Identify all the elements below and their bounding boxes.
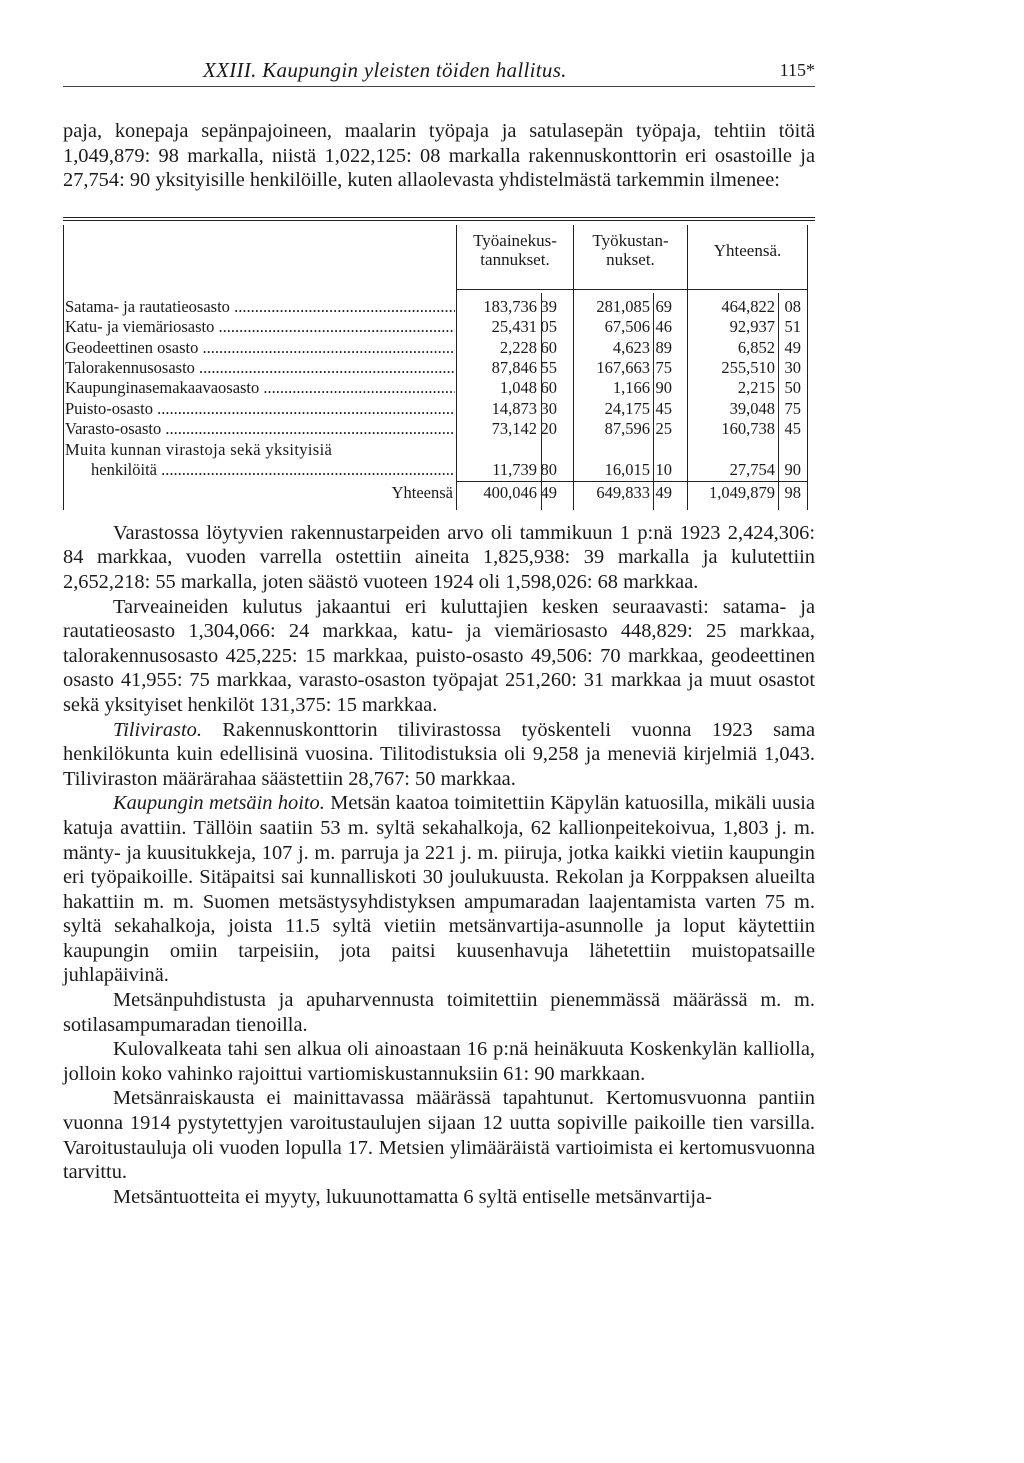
- row-material-cost: 25,431: [491, 317, 537, 337]
- row-total: 255,510: [721, 357, 775, 377]
- paragraph-fire: Kulovalkeata tahi sen alkua oli ainoastaan 16 p:nä heinäkuuta Koskenkylän kalliolla, jolloin koko vahinko rajoittui vartiomiskustannuksiin 61: 90 markkaan.: [63, 1038, 815, 1085]
- row-label: Talorakennusosasto .....: [65, 358, 455, 378]
- row-labour-cost-dec: 69: [655, 296, 672, 316]
- total-c2-dec: 49: [655, 482, 672, 502]
- paragraph-thinning: Metsänpuhdistusta ja apuharvennusta toimitettiin pienemmässä määrässä m. m. sotilasampumaradan tienoilla.: [63, 989, 815, 1036]
- row-labour-cost-dec: 46: [655, 317, 672, 337]
- row-total-dec: 08: [784, 296, 801, 316]
- row-total: 39,048: [729, 398, 775, 418]
- row-material-cost: 1,048: [499, 378, 537, 398]
- accounts-text: Rakennuskonttorin tilivirastossa työskenteli vuonna 1923 sama henkilökunta kuin edellisinä vuosina. Tilitodistuksia oli 9,258 ja meneviä kirjelmiä 1,043. Tiliviraston määrärahaa säästettiin 28,767: 50 markkaa.: [63, 718, 815, 790]
- table-row: [63, 460, 807, 480]
- table-row: [63, 419, 807, 439]
- row-label: Katu- ja viemäriosasto .....: [65, 317, 455, 337]
- header-bottom-rule: [456, 289, 807, 290]
- table-row: [63, 378, 807, 398]
- document-page: [63, 58, 815, 1209]
- row-material-cost: 73,142: [491, 419, 537, 439]
- chapter-title: XXIII. Kaupungin yleisten töiden hallitus.: [203, 58, 567, 82]
- row-total: 2,215: [737, 378, 775, 398]
- header-labour-costs: [574, 231, 687, 269]
- table-row: [63, 338, 807, 358]
- row-material-cost: 14,873: [491, 398, 537, 418]
- table-row: [63, 297, 807, 317]
- row-labour-cost: 4,623: [612, 337, 650, 357]
- row-material-cost-dec: 60: [540, 337, 557, 357]
- total-c3-dec: 98: [784, 482, 801, 502]
- row-labour-cost-dec: 45: [655, 398, 672, 418]
- row-labour-cost-dec: 75: [655, 357, 672, 377]
- paragraph-signs: Metsänraiskausta ei mainittavassa määrässä tapahtunut. Kertomusvuonna pantiin vuonna 1914 pystytettyjen varoitustaulujen sijaan 12 uutta sopiville paikoille tien varsilla. Varoitustauluja oli vuoden lopulla 17. Metsien ylimääräistä vartioimista ei kertomusvuonna tarvittu.: [63, 1087, 815, 1184]
- row-total: 27,754: [729, 459, 775, 479]
- row-material-cost-dec: 80: [540, 459, 557, 479]
- row-material-cost-dec: 55: [540, 357, 557, 377]
- total-top-rule: [456, 481, 807, 482]
- row-material-cost: 87,846: [491, 357, 537, 377]
- row-label: Satama- ja rautatieosasto .....: [65, 297, 455, 317]
- row-total-dec: 51: [784, 317, 801, 337]
- row-labour-cost: 281,085: [596, 296, 650, 316]
- row-labour-cost: 67,506: [604, 317, 650, 337]
- running-head: [63, 58, 815, 87]
- page-number: 115*: [779, 60, 815, 80]
- summary-table: [63, 217, 815, 513]
- total-c1-dec: 49: [540, 482, 557, 502]
- total-c3: 1,049,879: [709, 482, 775, 502]
- header-total-text: Yhteensä.: [713, 240, 782, 260]
- header-total: [688, 241, 807, 260]
- total-label: Yhteensä: [391, 482, 453, 502]
- row-total: 6,852: [737, 337, 775, 357]
- table-row: [63, 317, 807, 337]
- row-total-dec: 49: [784, 337, 801, 357]
- row-label: Kaupunginasemakaavaosasto .....: [65, 378, 455, 398]
- paragraph-warehouse: Varastossa löytyvien rakennustarpeiden arvo oli tammikuun 1 p:nä 1923 2,424,306: 84 markkaa, vuoden varrella ostettiin aineita 1,825,938: 39 markalla ja kulutettiin 2,652,218: 55 markalla, joten säästö vuoteen 1924 oli 1,598,026: 68 markkaa.: [63, 521, 815, 593]
- row-material-cost-dec: 20: [540, 419, 557, 439]
- table-row: [63, 440, 807, 460]
- row-label: henkilöitä .....: [91, 460, 455, 480]
- row-labour-cost-dec: 10: [655, 459, 672, 479]
- forestry-text: Metsän kaatoa toimitettiin Käpylän katuosilla, mikäli uusia katuja avattiin. Tällöin saatiin 53 m. syltä sekahalkoja, 62 kallionpeitekoivua, 1,803 j. m. mänty- ja kuusitukkeja, 107 j. m. parruja ja 221 j. m. piiruja, jotka kaikki vietiin kaupungin eri työpaikoille. Sitäpaitsi sai kunnalliskoti 30 joulukuusta. Rekolan ja Korppaksen alueilta hakattiin m. m. Suomen metsästysyhdistyksen ampumaradan laajentamista varten 75 m. syltä sekahalkoja, joista 11.5 syltä vietiin metsänvartija-asunnolle ja loput käytettiin kaupungin omiin tarpeisiin, jota paitsi kuusenhavuja lähetettiin muistopatsaille juhlapäivinä.: [63, 792, 815, 987]
- paragraph-consumption: Tarveaineiden kulutus jakaantui eri kuluttajien kesken seuraavasti: satama- ja rautatieosasto 1,304,066: 24 markkaa, katu- ja viemäriosasto 448,829: 25 markkaa, talorakennusosasto 425,225: 15 markkaa, puisto-osasto 49,506: 70 markkaa, geodeettinen osasto 41,955: 75 markkaa, varasto-osaston työpajat 251,260: 31 markkaa ja muut osastot sekä yksityiset henkilöt 131,375: 15 markkaa.: [63, 595, 815, 716]
- paragraph-products: Metsäntuotteita ei myyty, lukuunottamatta 6 syltä entiselle metsänvartija-: [113, 1185, 712, 1208]
- row-label: Geodeettinen osasto .....: [65, 338, 455, 358]
- table-total-row: [63, 483, 807, 503]
- row-labour-cost: 1,166: [612, 378, 650, 398]
- table-top-rule-inner: [63, 220, 815, 221]
- table-top-rule: [63, 217, 815, 218]
- paragraph-accounts: [63, 718, 815, 792]
- body-text: [63, 521, 815, 1210]
- row-material-cost: 183,736: [483, 296, 537, 316]
- section-heading-accounts: Tilivirasto.: [113, 718, 202, 741]
- row-label: Muita kunnan virastoja sekä yksityisiä: [65, 439, 333, 459]
- header-material-costs: [457, 231, 573, 269]
- table-row: [63, 399, 807, 419]
- section-heading-forestry: Kaupungin metsäin hoito.: [113, 792, 325, 815]
- row-total-dec: 45: [784, 419, 801, 439]
- row-total: 464,822: [721, 296, 775, 316]
- row-label: Varasto-osasto .....: [65, 419, 455, 439]
- row-total-dec: 50: [784, 378, 801, 398]
- row-labour-cost: 24,175: [604, 398, 650, 418]
- total-c2: 649,833: [596, 482, 650, 502]
- paragraph-forestry: [63, 791, 815, 988]
- row-labour-cost-dec: 89: [655, 337, 672, 357]
- row-material-cost: 2,228: [499, 337, 537, 357]
- row-total-dec: 30: [784, 357, 801, 377]
- table-right-rule: [807, 225, 808, 510]
- row-labour-cost: 167,663: [596, 357, 650, 377]
- row-material-cost-dec: 39: [540, 296, 557, 316]
- header-labour-costs-text: Työkustan-nukset.: [592, 230, 669, 269]
- row-label: Puisto-osasto .....: [65, 399, 455, 419]
- row-total-dec: 90: [784, 459, 801, 479]
- table-row: [63, 358, 807, 378]
- total-c1: 400,046: [483, 482, 537, 502]
- row-labour-cost-dec: 90: [655, 378, 672, 398]
- row-labour-cost: 16,015: [604, 459, 650, 479]
- intro-paragraph: paja, konepaja sepänpajoineen, maalarin työpaja ja satulasepän työpaja, tehtiin töitä 1,049,879: 98 markalla, niistä 1,022,125: 08 markalla rakennuskonttorin eri osastoille ja 27,754: 90 yksityisille henkilöille, kuten allaolevasta yhdistelmästä tarkemmin ilmenee:: [63, 120, 815, 192]
- row-total: 160,738: [721, 419, 775, 439]
- row-total: 92,937: [729, 317, 775, 337]
- row-material-cost: 11,739: [492, 459, 537, 479]
- row-labour-cost-dec: 25: [655, 419, 672, 439]
- row-material-cost-dec: 30: [540, 398, 557, 418]
- row-material-cost-dec: 60: [540, 378, 557, 398]
- header-material-costs-text: Työainekus-tannukset.: [473, 230, 557, 269]
- row-total-dec: 75: [784, 398, 801, 418]
- row-material-cost-dec: 05: [540, 317, 557, 337]
- row-labour-cost: 87,596: [604, 419, 650, 439]
